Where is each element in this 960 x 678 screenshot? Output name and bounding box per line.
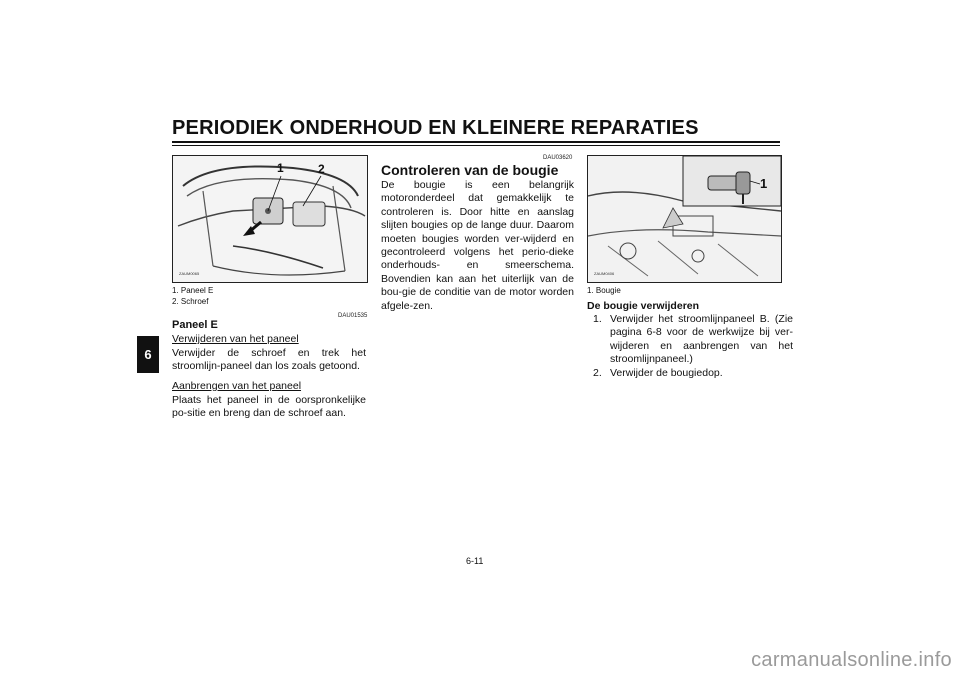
chapter-tab: 6 — [137, 336, 159, 373]
doc-code: DAU03620 — [543, 155, 573, 161]
list-item — [593, 313, 793, 367]
figure-spark-plug — [587, 155, 782, 283]
step-number: 1. — [593, 313, 602, 325]
spark-plug-illustration — [588, 156, 781, 282]
step-number: 2. — [593, 367, 602, 379]
section-heading-panel-e: Paneel E — [172, 319, 218, 331]
caption-1: 1. Paneel E — [172, 286, 214, 295]
spark-plug-intro-text: De bougie is een belangrijk motoronderdeel dat gemakkelijk te controleren is. Door hitte en aanslag slijten bougies op de lange duur. Daarom moeten bougies worden ver-wijderd en gecontroleerd volgens het perio-dieke onderhouds- en smeerschema. Bovendien kan aan het uiterlijk van de bou-gie de conditie van de motor worden afgele-zen. — [381, 179, 574, 312]
figure-panel-e — [172, 155, 368, 283]
remove-panel-text: Verwijder de schroef en trek het stroomlijn-paneel dan los zoals getoond. — [172, 347, 366, 373]
figure-code: ZAUM0065 — [179, 271, 200, 276]
callout-1: 1 — [760, 176, 768, 191]
install-panel-text: Plaats het paneel in de oorspronkelijke po-sitie en breng dan de schroef aan. — [172, 394, 366, 420]
callout-2: 2 — [318, 162, 325, 176]
doc-code: DAU01535 — [338, 313, 368, 319]
figure-code: ZAUM0406 — [594, 271, 615, 276]
subheading-remove-panel: Verwijderen van het paneel — [172, 333, 299, 345]
caption-2: 2. Schroef — [172, 297, 209, 306]
step-text: Verwijder de bougiedop. — [610, 367, 723, 379]
step-text: Verwijder het stroomlijnpaneel B. (Zie pagina 6-8 voor de werkwijze bij ver-wijderen en aanbrengen van het stroomlijnpaneel.) — [610, 313, 793, 366]
list-item — [593, 367, 793, 381]
subheading-install-panel: Aanbrengen van het paneel — [172, 380, 302, 392]
callout-1: 1 — [277, 161, 284, 175]
title-rule — [172, 141, 780, 143]
title-rule-thin — [172, 145, 780, 146]
section-heading-spark-plug: Controleren van de bougie — [381, 162, 559, 178]
panel-e-illustration — [173, 156, 367, 282]
page-title: PERIODIEK ONDERHOUD EN KLEINERE REPARATIES — [172, 117, 699, 139]
watermark[interactable]: carmanualsonline.info — [751, 649, 952, 671]
subheading-remove-spark-plug: De bougie verwijderen — [587, 300, 700, 312]
caption-1: 1. Bougie — [587, 286, 621, 295]
page-number: 6-11 — [466, 556, 484, 566]
